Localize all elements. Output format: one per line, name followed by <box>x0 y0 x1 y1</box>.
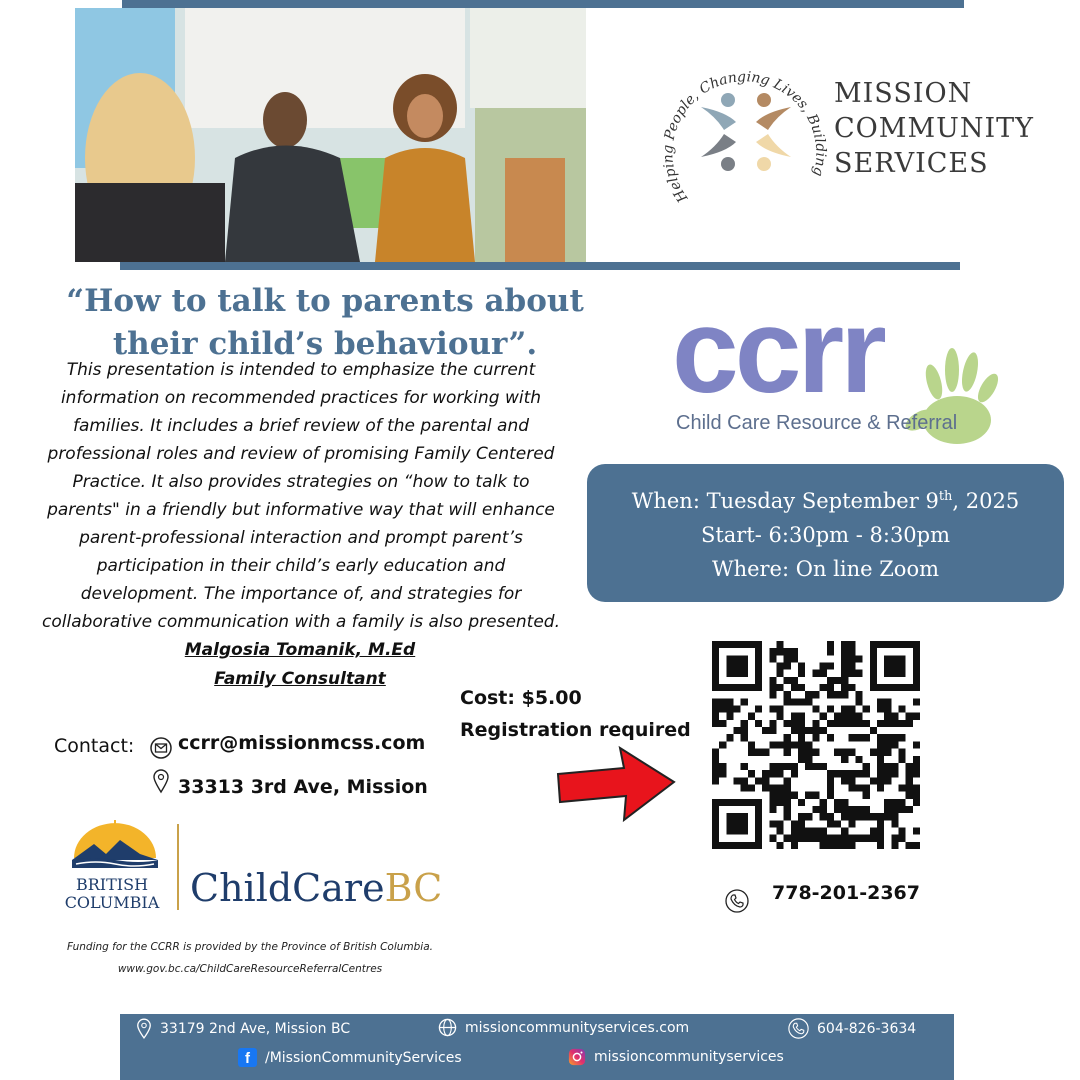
footer-website[interactable] <box>438 1018 689 1037</box>
instagram-icon <box>568 1048 586 1066</box>
org-name-line: SERVICES <box>834 148 989 179</box>
facebook-icon: f <box>238 1048 257 1067</box>
footer-phone[interactable] <box>788 1018 916 1039</box>
presenter-name: Malgosia Tomanik, M.Ed <box>184 640 416 660</box>
qr-code[interactable] <box>712 641 920 849</box>
org-name-line: MISSION <box>834 78 973 109</box>
event-where: Where: On line Zoom <box>711 557 940 581</box>
presenter-role: Family Consultant <box>214 669 386 689</box>
footer-website-text[interactable]: missioncommunityservices.com <box>465 1019 690 1036</box>
registration-note: Registration required <box>460 719 691 741</box>
footer-facebook-text[interactable]: /MissionCommunityServices <box>265 1049 462 1066</box>
mail-icon <box>150 737 172 759</box>
event-when: When: Tuesday September 9th, 2025 <box>631 489 1020 513</box>
footer-phone-text[interactable]: 604-826-3634 <box>817 1020 917 1037</box>
phone-icon <box>725 889 749 913</box>
event-start: Start- 6:30pm - 8:30pm <box>700 523 951 547</box>
ccrr-logo-text: ccrr <box>672 290 883 418</box>
logo-divider <box>177 824 179 910</box>
svg-text:Helping People, Changing Lives <box>662 48 829 206</box>
childcare-text: ChildCare <box>190 866 385 910</box>
qr-modules <box>712 641 920 849</box>
mcs-emblem <box>662 48 830 208</box>
location-pin-icon <box>136 1018 152 1040</box>
footer-instagram-text[interactable]: missioncommunityservices <box>594 1049 784 1065</box>
footer <box>120 1014 954 1080</box>
footer-instagram[interactable] <box>568 1048 784 1066</box>
divider-bar <box>120 262 960 270</box>
footer-address-text: 33179 2nd Ave, Mission BC <box>160 1021 351 1037</box>
event-details-box <box>587 464 1064 602</box>
footer-address <box>136 1018 350 1040</box>
bc-line1: BRITISH <box>75 875 149 894</box>
arrow-right-icon <box>554 744 678 824</box>
title-line-2: their child’s behaviour”. <box>112 326 538 362</box>
phone-icon <box>788 1018 809 1039</box>
title-line-1: “How to talk to parents about <box>66 283 584 319</box>
top-bar <box>122 0 964 8</box>
ccrr-subtitle: Child Care Resource & Referral <box>676 412 958 434</box>
emblem-tagline: Helpi People, Changing Lives, Building <box>662 69 829 205</box>
presenter <box>150 636 450 694</box>
globe-icon <box>438 1018 457 1037</box>
bc-line2: COLUMBIA <box>64 893 160 912</box>
funding-url[interactable]: www.gov.bc.ca/ChildCareResourceReferralCentres <box>117 963 383 975</box>
funding-text: Funding for the CCRR is provided by the Province of British Columbia. <box>66 941 433 953</box>
contact-phone[interactable]: 778-201-2367 <box>772 882 920 904</box>
contact-label: Contact: <box>54 735 135 757</box>
bc-wordmark <box>60 876 164 912</box>
org-name <box>834 76 1034 181</box>
cost: Cost: $5.00 <box>460 687 582 709</box>
funding-note <box>40 936 460 980</box>
header-photo <box>75 8 586 262</box>
cost-block <box>460 682 691 746</box>
contact-address: 33313 3rd Ave, Mission <box>178 776 428 798</box>
bc-text: BC <box>384 866 443 910</box>
childcarebc-wordmark <box>190 866 442 910</box>
footer-facebook[interactable] <box>238 1048 462 1067</box>
event-description: This presentation is intended to emphasize the current information on recommended practices for working with families. It includes a brief review of the parental and professional roles and review of promising Family Centered Practice. It also provides strategies on “how to talk to parents" in a friendly but informative way that will enhance parent-professional interaction and prompt parent’s participation in their child’s early education and development. The importance of, and strategies for collaborative communication with a family is also presented. <box>42 360 560 632</box>
event-title <box>40 280 610 366</box>
org-name-line: COMMUNITY <box>834 113 1034 144</box>
location-pin-icon <box>152 768 170 794</box>
contact-email[interactable]: ccrr@missionmcss.com <box>178 732 426 754</box>
